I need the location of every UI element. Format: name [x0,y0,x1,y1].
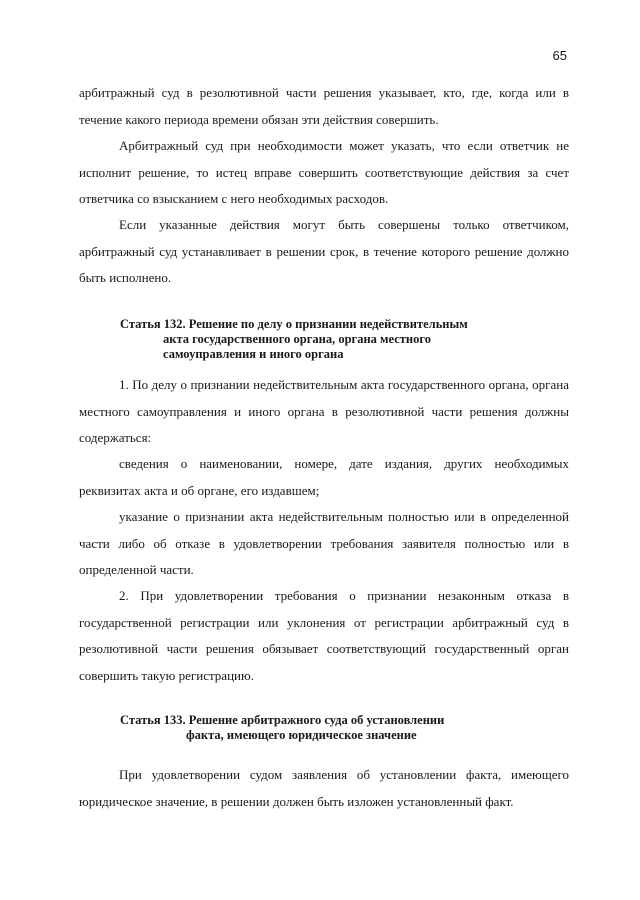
heading-line: Статья 133. Решение арбитражного суда об установлении [120,713,445,727]
paragraph-continuation: арбитражный суд в резолютивной части решения указывает, кто, где, когда или в течение какого периода времени обязан эти действия совершить. [79,85,569,127]
paragraph: Арбитражный суд при необходимости может указать, что если ответчик не исполнит решение, то истец вправе совершить соответствующие действия за счет ответчика со взысканием с него необходимых расходов. [79,138,569,206]
paragraph: сведения о наименовании, номере, дате издания, других необходимых реквизитах акта и об органе, его издавшем; [79,456,569,498]
heading-line: факта, имеющего юридическое значение [186,728,417,742]
heading-line: самоуправления и иного органа [163,347,344,361]
paragraph: 2. При удовлетворении требования о признании незаконным отказа в государственной регистрации или уклонения от регистрации арбитражный суд в резолютивной части решения обязывает соответствующий государственный орган совершить такую регистрацию. [79,588,569,683]
paragraph: При удовлетворении судом заявления об установлении факта, имеющего юридическое значение, в решении должен быть изложен установленный факт. [79,767,569,809]
heading-line: Статья 132. Решение по делу о признании недействительным [120,317,468,331]
heading-line: акта государственного органа, органа местного [163,332,431,346]
page-number: 65 [552,48,567,63]
paragraph: указание о признании акта недействительным полностью или в определенной части либо об отказе в удовлетворении требования заявителя полностью или в определенной части. [79,509,569,577]
article-132-heading [120,317,468,362]
paragraph: 1. По делу о признании недействительным акта государственного органа, органа местного самоуправления и иного органа в резолютивной части решения должны содержаться: [79,377,569,445]
paragraph: Если указанные действия могут быть совершены только ответчиком, арбитражный суд устанавливает в решении срок, в течение которого решение должно быть исполнено. [79,217,569,285]
article-133-heading [120,713,444,743]
